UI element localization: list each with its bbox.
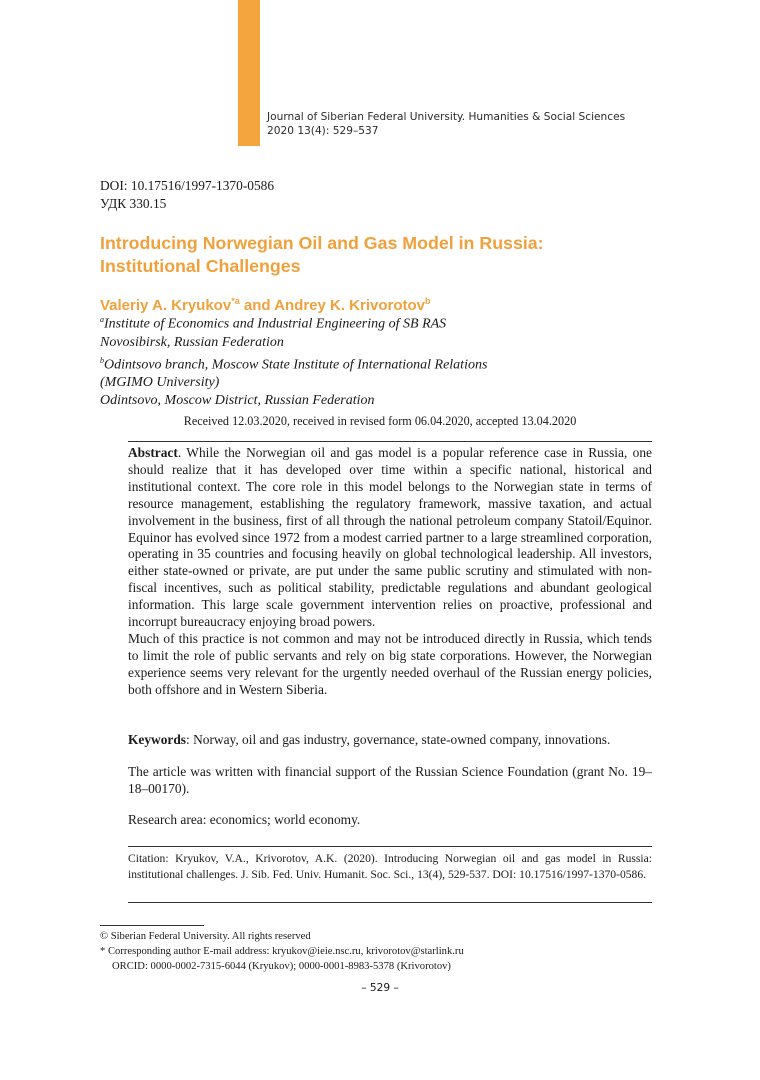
keywords <box>128 732 652 749</box>
abstract-paragraph-2: Much of this practice is not common and may not be introduced directly in Russia, which tends to limit the role of public servants and rely on big state corporations. However, the Norwegian experience seems very relevant for the urgently needed overhaul of the Russian energy policies, both offshore and in Western Siberia. <box>128 630 652 697</box>
citation-bottom-rule <box>128 902 652 903</box>
research-area: Research area: economics; world economy. <box>128 812 361 827</box>
abstract-paragraph-1: Abstract. While the Norwegian oil and gas model is a popular reference case in Russia, one should realize that it has developed over time within a specific national, historical and institutional context. The core role in this model belongs to the Norwegian state in terms of resource management, establishing the regulatory framework, massive taxation, and actual involvement in the business, first of all through the national petroleum company Statoil/Equinor. Equinor has evolved since 1972 from a modest carried partner to a large streamlined corporation, operating in 35 countries and focusing heavily on global technological leadership. All investors, either state-owned or private, are put under the same public scrutiny and stimulated with non-fiscal incentives, such as political stability, predictable regulations and abundant geological information. This large scale government intervention relies on proactive, professional and incorrupt bureaucracy enjoying broad powers. <box>128 445 652 630</box>
author-1-marks: *a <box>231 296 240 306</box>
affiliation-b-mark: b <box>100 355 104 365</box>
article-title <box>100 232 620 278</box>
author-connector: and <box>239 297 275 314</box>
page-number: – 529 – <box>361 982 399 994</box>
journal-header <box>267 110 625 138</box>
journal-accent-bar <box>238 0 260 146</box>
copyright-note: © Siberian Federal University. All rights reserved <box>100 931 311 942</box>
received-dates: Received 12.03.2020, received in revised form 06.04.2020, accepted 13.04.2020 <box>183 414 577 428</box>
author-2-name: Andrey K. Krivorotov <box>274 297 426 314</box>
affiliation-b-line-2: (MGIMO University) <box>100 375 220 391</box>
citation: Citation: Kryukov, V.A., Krivorotov, A.K. (2020). Introducing Norwegian oil and gas model in Russia: institutional challenges. J. Sib. Fed. Univ. Humanit. Soc. Sci., 13(4), 529-537. DOI: 10.17516/1997-1370-0586. <box>128 852 652 882</box>
title-line-2: Institutional Challenges <box>100 256 301 276</box>
footnotes <box>100 929 464 974</box>
journal-issue: 2020 13(4): 529–537 <box>267 125 379 137</box>
abstract-top-rule <box>128 441 652 442</box>
keywords-label: Keywords <box>128 732 187 747</box>
footnote-rule <box>100 925 204 926</box>
author-2-marks: b <box>425 296 431 306</box>
abstract-label: Abstract <box>128 445 178 460</box>
affiliation-b-line-1: $^b$Odintsovo branch, Moscow State Institute of International Relations <box>100 355 488 373</box>
journal-name: Journal of Siberian Federal University. Humanities & Social Sciences <box>267 111 626 123</box>
citation-top-rule <box>128 846 652 847</box>
author-1-name: Valeriy A. Kryukov <box>100 297 232 314</box>
affiliation-a-mark: a <box>100 315 104 324</box>
abstract <box>128 445 652 699</box>
keywords-text: : Norway, oil and gas industry, governance, state-owned company, innovations. <box>186 732 611 747</box>
funding-note: The article was written with financial support of the Russian Science Foundation (grant No. 19–18–00170). <box>128 764 652 796</box>
corresponding-author-note: * Corresponding author E-mail address: kryukov@ieie.nsc.ru, krivorotov@starlink.ru <box>100 946 464 957</box>
title-line-1: Introducing Norwegian Oil and Gas Model in Russia: <box>100 233 544 253</box>
affiliation-b-line-3: Odintsovo, Moscow District, Russian Federation <box>100 393 375 409</box>
affiliation-a-line-2: Novosibirsk, Russian Federation <box>100 334 284 350</box>
affiliations <box>100 311 487 410</box>
orcid-note: ORCID: 0000-0002-7315-6044 (Kryukov); 0000-0001-8983-5378 (Krivorotov) <box>112 961 451 972</box>
identifiers <box>100 177 274 213</box>
doi-text: DOI: 10.17516/1997-1370-0586 <box>100 178 275 193</box>
affiliation-a-line-1: $^a$Institute of Economics and Industrial Engineering of SB RAS <box>100 315 447 332</box>
udk-text: УДК 330.15 <box>100 196 167 211</box>
